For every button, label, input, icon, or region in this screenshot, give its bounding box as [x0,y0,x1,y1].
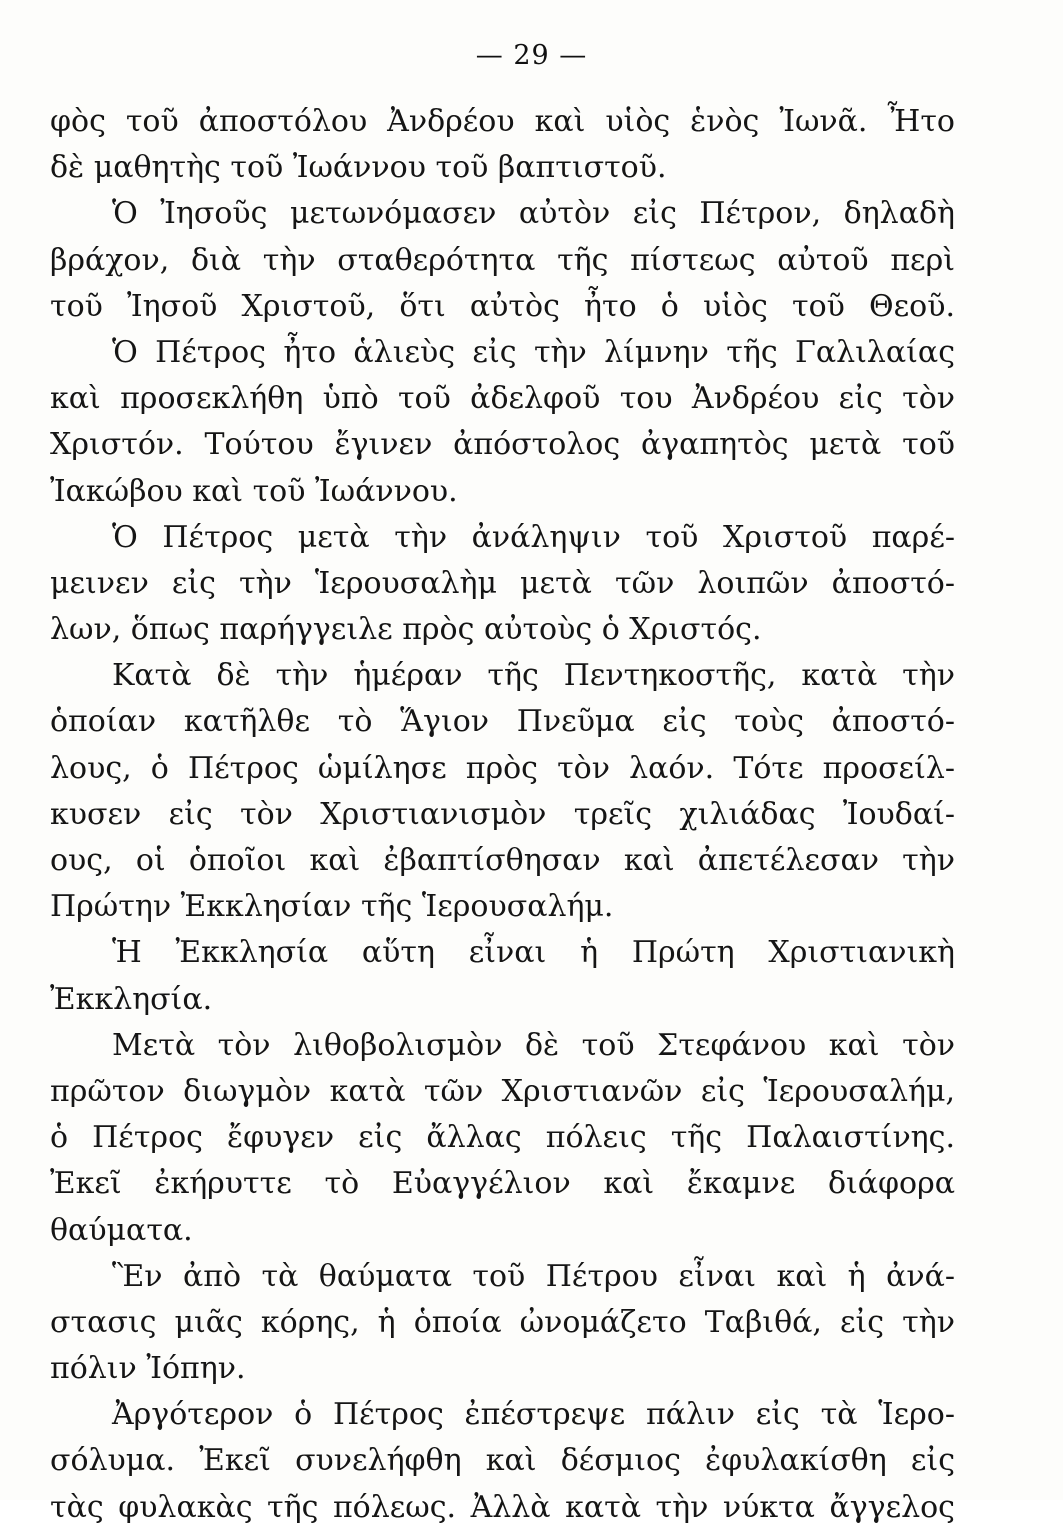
text-line: λων, ὅπως παρήγγειλε πρὸς αὐτοὺς ὁ Χριστός. [50,612,762,648]
text-line: δὲ μαθητὴς τοῦ Ἰωάννου τοῦ βαπτιστοῦ. [50,150,667,186]
text-line: Ὁ Πέτρος ἦτο ἁλιεὺς εἰς τὴν λίμνην τῆς Γαλιλαίας [112,334,955,370]
body-text [50,99,955,1531]
text-line: Κατὰ δὲ τὴν ἡμέραν τῆς Πεντηκοστῆς, κατὰ τὴν [112,658,955,694]
text-line: ους, οἱ ὁποῖοι καὶ ἐβαπτίσθησαν καὶ ἀπετέλεσαν τὴν [50,843,955,878]
text-line: Ἡ Ἐκκλησία αὕτη εἶναι ἡ Πρώτη Χριστιανικὴ [112,935,955,971]
text-line: πόλιν Ἰόπην. [50,1351,246,1387]
text-line: φὸς τοῦ ἀποστόλου Ἀνδρέου καὶ υἱὸς ἑνὸς Ἰωνᾶ. Ἦτο [50,104,955,139]
text-line: Ἐκκλησία. [50,981,213,1017]
text-line: στασις μιᾶς κόρης, ἡ ὁποία ὠνομάζετο Ταβιθά, εἰς τὴν [50,1304,955,1340]
text-line: λους, ὁ Πέτρος ὡμίλησε πρὸς τὸν λαόν. Τότε προσείλ- [50,750,955,786]
text-line: μεινεν εἰς τὴν Ἱερουσαλὴμ μετὰ τῶν λοιπῶν ἀποστό- [50,565,955,601]
text-line: Ἰακώβου καὶ τοῦ Ἰωάννου. [50,473,458,509]
text-line: Ἀργότερον ὁ Πέτρος ἐπέστρεψε πάλιν εἰς τὰ Ἱερο- [112,1397,955,1433]
text-line: Χριστόν. Τούτου ἔγινεν ἀπόστολος ἀγαπητὸς μετὰ τοῦ [50,427,955,463]
text-line: Ὁ Ἰησοῦς μετωνόμασεν αὐτὸν εἰς Πέτρον, δηλαδὴ [112,196,955,232]
text-line: Ὁ Πέτρος μετὰ τὴν ἀνάληψιν τοῦ Χριστοῦ παρέ- [112,519,955,555]
text-line: τοῦ Ἰησοῦ Χριστοῦ, ὅτι αὐτὸς ἦτο ὁ υἱὸς τοῦ Θεοῦ. [50,288,955,324]
text-line: ὁ Πέτρος ἔφυγεν εἰς ἄλλας πόλεις τῆς Παλαιστίνης. [50,1120,955,1156]
text-line: Μετὰ τὸν λιθοβολισμὸν δὲ τοῦ Στεφάνου καὶ τὸν [112,1027,955,1063]
text-line: καὶ προσεκλήθη ὑπὸ τοῦ ἀδελφοῦ του Ἀνδρέου εἰς τὸν [50,381,955,417]
text-line: πρῶτον διωγμὸν κατὰ τῶν Χριστιανῶν εἰς Ἱερουσαλήμ, [50,1073,955,1109]
page-number: — 29 — [475,40,588,71]
text-line: τὰς φυλακὰς τῆς πόλεως. Ἀλλὰ κατὰ τὴν νύκτα ἄγγελος [50,1489,955,1525]
text-line: βράχον, διὰ τὴν σταθερότητα τῆς πίστεως αὐτοῦ περὶ [50,242,955,278]
text-line: σόλυμα. Ἐκεῖ συνελήφθη καὶ δέσμιος ἐφυλακίσθη εἰς [50,1443,955,1479]
text-line: Ἐκεῖ ἐκήρυττε τὸ Εὐαγγέλιον καὶ ἔκαμνε διάφορα [50,1166,955,1202]
text-line: Πρώτην Ἐκκλησίαν τῆς Ἱερουσαλήμ. [50,889,614,925]
text-line: κυσεν εἰς τὸν Χριστιανισμὸν τρεῖς χιλιάδας Ἰουδαί- [50,796,955,832]
text-line: Ἓν ἀπὸ τὰ θαύματα τοῦ Πέτρου εἶναι καὶ ἡ ἀνά- [112,1258,955,1294]
text-line: θαύματα. [50,1212,193,1248]
text-line: ὁποίαν κατῆλθε τὸ Ἅγιον Πνεῦμα εἰς τοὺς ἀποστό- [50,704,955,740]
